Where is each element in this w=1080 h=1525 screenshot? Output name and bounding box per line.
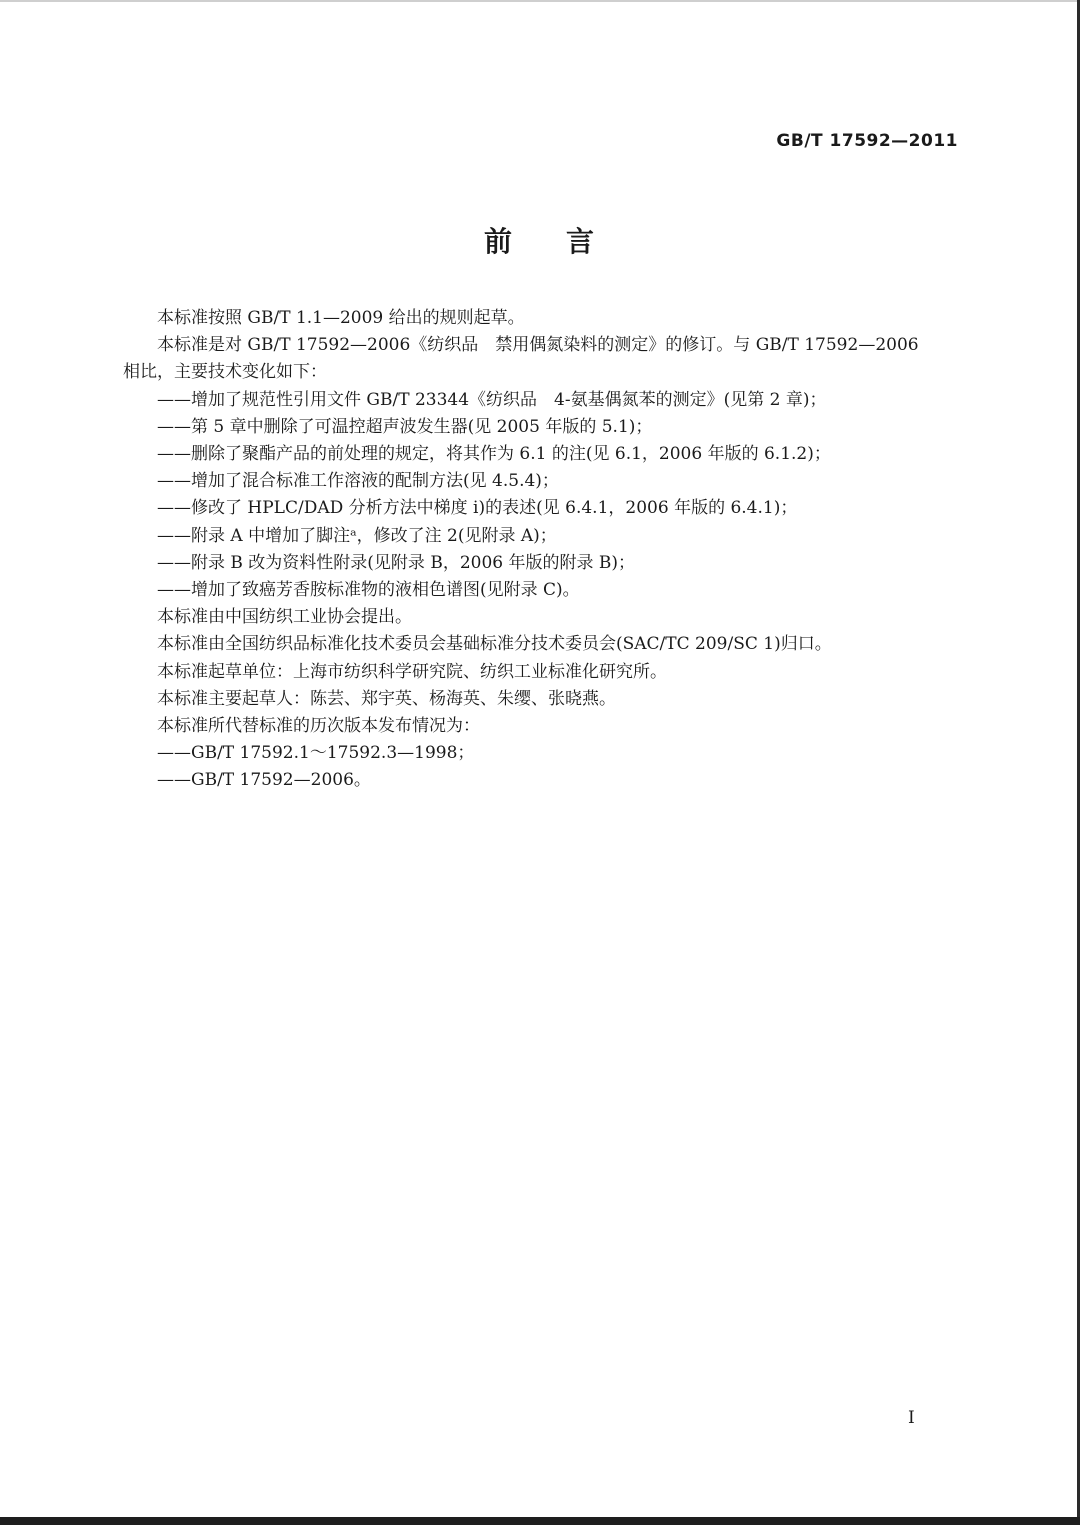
paragraph-drafting-rule: 本标准按照 GB/T 1.1—2009 给出的规则起草。 [157,308,525,328]
paragraph-drafting-units: 本标准起草单位：上海市纺织科学研究院、纺织工业标准化研究所。 [157,661,667,682]
foreword-body [123,305,963,795]
page-number: I [908,1408,915,1428]
page-title [0,220,1080,260]
paragraph-revision-intro: 本标准是对 GB/T 17592—2006《纺织品 禁用偶氮染料的测定》的修订。与 GB/T 17592—2006 [157,335,919,356]
paragraph-proposer: 本标准由中国纺织工业协会提出。 [157,607,412,628]
list-item-history-2: ——GB/T 17592—2006。 [157,770,371,791]
title-char-2: 言 [566,225,597,258]
list-item-history-1: ——GB/T 17592.1～17592.3—1998； [157,743,475,764]
list-item-change-5: ——修改了 HPLC/DAD 分析方法中梯度 i)的表述(见 6.4.1，2006 年版的 6.4.1)； [157,498,798,519]
list-item-change-4: ——增加了混合标准工作溶液的配制方法(见 4.5.4)； [157,471,559,492]
scan-edge-top [0,0,1080,2]
list-item-change-8: ——增加了致癌芳香胺标准物的液相色谱图(见附录 C)。 [157,580,580,601]
title-char-1: 前 [483,225,514,258]
list-item-change-1: ——增加了规范性引用文件 GB/T 23344《纺织品 4-氨基偶氮苯的测定》(见第 2 章)； [157,389,827,410]
scan-edge-bottom [0,1517,1080,1525]
paragraph-responsible-committee: 本标准由全国纺织品标准化技术委员会基础标准分技术委员会(SAC/TC 209/SC 1)归口。 [157,634,832,655]
paragraph-revision-intro-cont: 相比，主要技术变化如下： [123,362,327,383]
list-item-change-2: ——第 5 章中删除了可温控超声波发生器(见 2005 年版的 5.1)； [157,416,653,437]
list-item-change-6: ——附录 A 中增加了脚注ᵃ，修改了注 2(见附录 A)； [157,525,557,546]
paragraph-history-intro: 本标准所代替标准的历次版本发布情况为： [157,716,480,737]
standard-number: GB/T 17592—2011 [776,131,958,151]
list-item-change-3: ——删除了聚酯产品的前处理的规定，将其作为 6.1 的注(见 6.1，2006 年版的 6.1.2)； [157,444,831,465]
paragraph-drafters: 本标准主要起草人：陈芸、郑宇英、杨海英、朱缨、张晓燕。 [157,688,616,709]
list-item-change-7: ——附录 B 改为资料性附录(见附录 B，2006 年版的附录 B)； [157,552,636,573]
